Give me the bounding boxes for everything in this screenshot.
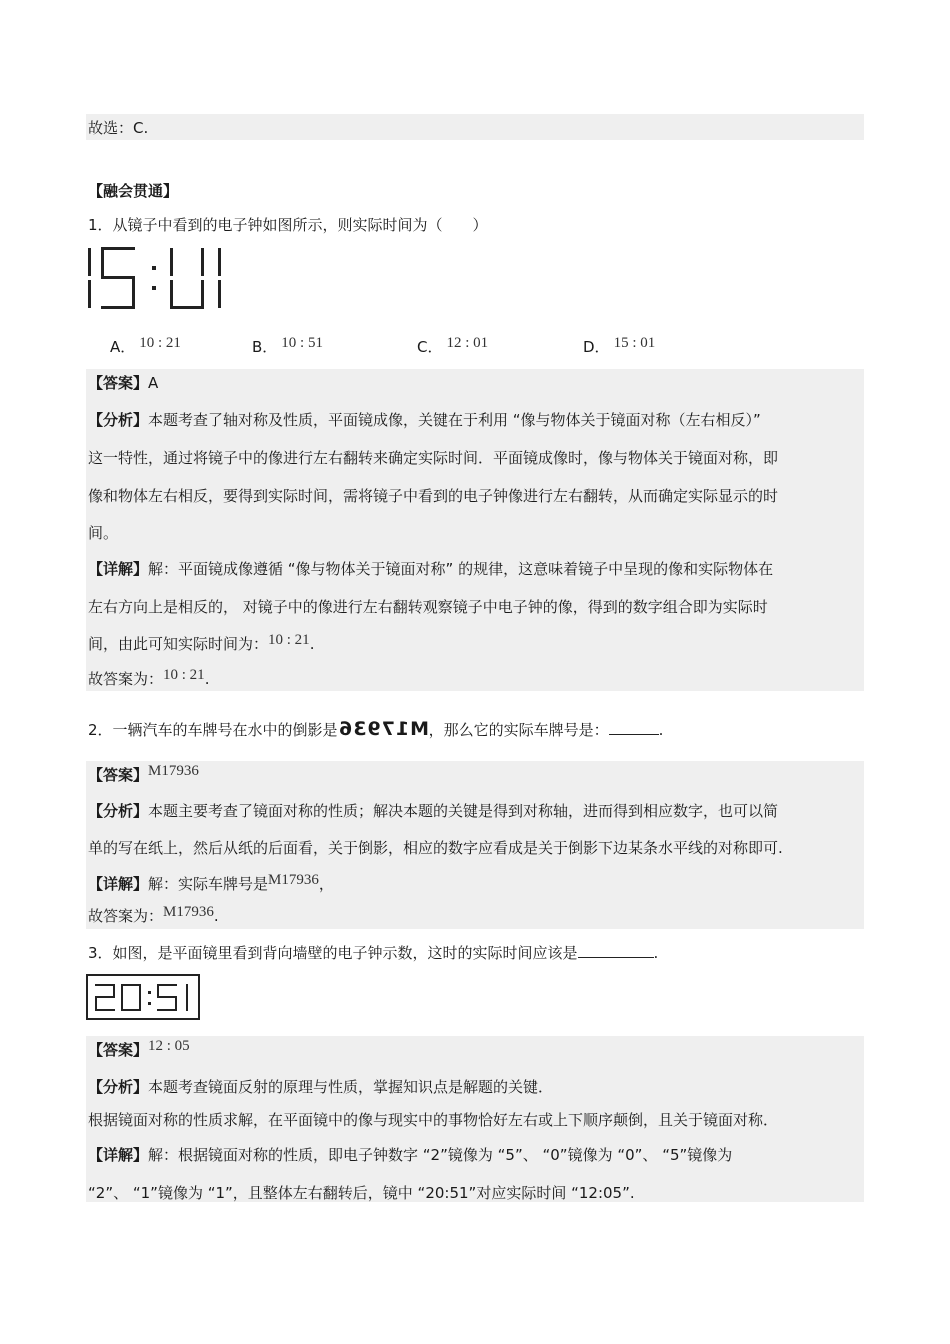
q1-analysis-1: 【分析】本题考查了轴对称及性质，平面镜成像，关键在于利用 “像与物体关于镜面对称（左右相反）” xyxy=(88,411,761,429)
q2-stem: 2．一辆汽车的车牌号在水中的倒影是M17936，那么它的实际车牌号是： . xyxy=(88,718,664,740)
q3-analysis: 【分析】本题考查镜面反射的原理与性质，掌握知识点是解题的关键． xyxy=(88,1078,554,1096)
q1-option-c: C． 12 : 01 xyxy=(417,335,489,356)
q3-explanation: 根据镜面对称的性质求解，在平面镜中的像与现实中的事物恰好左右或上下顺序颠倒，且关于镜面对称． xyxy=(88,1111,779,1129)
q1-clock-image xyxy=(86,244,226,314)
q2-analysis-2: 单的写在纸上，然后从纸的后面看，关于倒影，相应的数字应看成是关于倒影下边某条水平线的对称即可. xyxy=(88,839,783,857)
q1-answer: 【答案】A xyxy=(88,374,159,392)
q3-detail-2: “2”、 “1”镜像为 “1”，且整体左右翻转后，镜中 “20:51”对应实际时间 “12:05”. xyxy=(88,1184,635,1202)
q3-blank xyxy=(578,943,654,958)
q2-answer: 【答案】M17936 xyxy=(88,763,199,784)
q1-final-answer: 故答案为：10 : 21. xyxy=(88,667,210,688)
q1-option-d: D． 15 : 01 xyxy=(583,335,656,356)
top-shade xyxy=(86,114,864,140)
q2-blank xyxy=(609,720,659,735)
top-answer-line: 故选：C. xyxy=(88,119,149,137)
q1-option-a: A． 10 : 21 xyxy=(110,335,181,356)
q1-stem: 1．从镜子中看到的电子钟如图所示，则实际时间为（ ） xyxy=(88,216,488,234)
q2-analysis-1: 【分析】本题主要考查了镜面对称的性质；解决本题的关键是得到对称轴，进而得到相应数字，也可以简 xyxy=(88,802,779,820)
q1-detail-3: 间，由此可知实际时间为：10 : 21. xyxy=(88,632,315,653)
q1-analysis-2: 这一特性，通过将镜子中的像进行左右翻转来确定实际时间．平面镜成像时，像与物体关于镜面对称，即 xyxy=(88,449,779,467)
q1-detail-1: 【详解】解：平面镜成像遵循 “像与物体关于镜面对称” 的规律，这意味着镜子中呈现的像和实际物体在 xyxy=(88,560,774,578)
q3-answer: 【答案】12 : 05 xyxy=(88,1038,190,1059)
q2-detail: 【详解】解：实际车牌号是M17936， xyxy=(88,872,334,893)
q1-option-b: B． 10 : 51 xyxy=(252,335,323,356)
q3-detail-1: 【详解】解：根据镜面对称的性质，即电子钟数字 “2”镜像为 “5”、 “0”镜像为 “0”、 “5”镜像为 xyxy=(88,1146,733,1164)
q3-clock-image xyxy=(86,974,200,1020)
q1-analysis-3: 像和物体左右相反，要得到实际时间，需将镜子中看到的电子钟像进行左右翻转，从而确定实际显示的时 xyxy=(88,487,779,505)
q3-stem: 3．如图，是平面镜里看到背向墙壁的电子钟示数，这时的实际时间应该是 . xyxy=(88,944,659,962)
q1-detail-2: 左右方向上是相反的， 对镜子中的像进行左右翻转观察镜子中电子钟的像，得到的数字组合即为实际时 xyxy=(88,598,768,616)
q2-reflection-image: M17936 xyxy=(337,718,429,740)
q2-final-answer: 故答案为：M17936. xyxy=(88,904,219,925)
q1-analysis-4: 间。 xyxy=(88,524,119,542)
section-title: 【融会贯通】 xyxy=(88,182,179,200)
